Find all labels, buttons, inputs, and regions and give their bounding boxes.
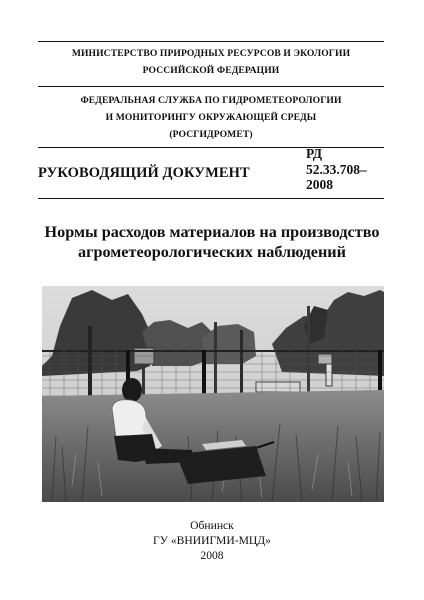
title-line-2: агрометеорологических наблюдений: [78, 243, 346, 261]
publication-year: 2008: [200, 549, 224, 562]
service-line-2: И МОНИТОРИНГУ ОКРУЖАЮЩЕЙ СРЕДЫ: [105, 112, 317, 123]
service-line-1: ФЕДЕРАЛЬНАЯ СЛУЖБА ПО ГИДРОМЕТЕОРОЛОГИИ: [80, 95, 342, 106]
publisher-name: ГУ «ВНИИГМИ-МЦД»: [153, 534, 271, 547]
cover-photo: [42, 286, 384, 502]
document-code-line-2: 52.33.708–: [306, 161, 367, 177]
top-rule: [38, 41, 384, 42]
title-line-1: Нормы расходов материалов на производство: [44, 223, 380, 241]
document-type-label: РУКОВОДЯЩИЙ ДОКУМЕНТ: [38, 165, 250, 181]
rule-4: [38, 198, 384, 199]
service-line-3: (РОСГИДРОМЕТ): [169, 129, 253, 140]
document-code-line-3: 2008: [306, 177, 333, 192]
document-title: [20, 222, 404, 262]
ministry-line-2: РОССИЙСКОЙ ФЕДЕРАЦИИ: [142, 65, 280, 76]
document-code: [306, 146, 367, 193]
ministry-line-1: МИНИСТЕРСТВО ПРИРОДНЫХ РЕСУРСОВ И ЭКОЛОГИИ: [71, 48, 351, 59]
rule-2: [38, 86, 384, 87]
publisher-city: Обнинск: [190, 519, 234, 532]
document-code-line-1: РД: [306, 146, 323, 161]
